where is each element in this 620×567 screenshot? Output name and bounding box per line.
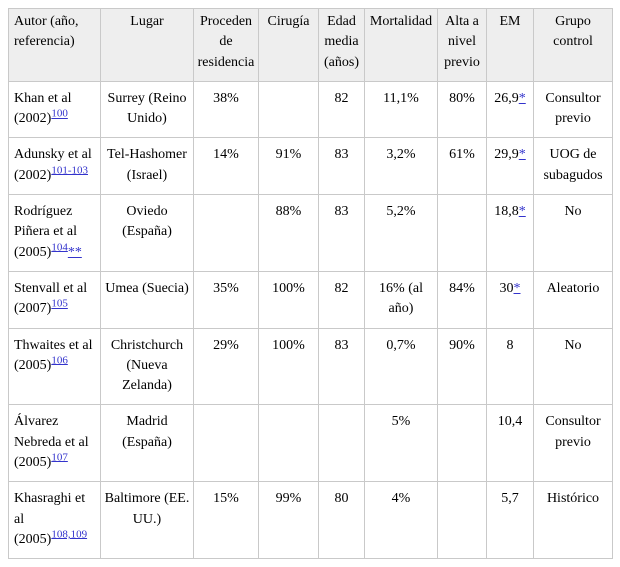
mortalidad-cell: 11,1%: [365, 81, 438, 138]
em-value: 26,9: [494, 90, 519, 106]
em-value: 29,9: [494, 147, 519, 163]
reference-link[interactable]: 106: [51, 354, 68, 367]
grupo-control-cell: UOG de subagudos: [534, 138, 613, 195]
grupo-control-cell: No: [534, 195, 613, 272]
reference-superscript: [51, 354, 68, 366]
table-body: [9, 81, 613, 558]
lugar-cell: Christchurch (Nueva Zelanda): [101, 328, 194, 405]
header-cirugia: Cirugía: [259, 9, 319, 82]
table-row: [9, 328, 613, 405]
reference-superscript: [51, 528, 87, 540]
lugar-cell: Baltimore (EE. UU.): [101, 482, 194, 559]
procedencia-cell: [194, 195, 259, 272]
alta-nivel-previo-cell: [438, 195, 487, 272]
mortalidad-cell: 4%: [365, 482, 438, 559]
procedencia-cell: 14%: [194, 138, 259, 195]
em-cell: [487, 195, 534, 272]
reference-link[interactable]: 104: [51, 241, 68, 254]
footnote-link[interactable]: **: [67, 244, 82, 260]
em-value: 30: [499, 280, 514, 296]
reference-superscript: [51, 298, 68, 310]
edad-media-cell: 83: [319, 138, 365, 195]
mortalidad-cell: 0,7%: [365, 328, 438, 405]
autor-text: Khasraghi et al (2005): [14, 491, 86, 547]
autor-text: Khan et al (2002): [14, 90, 72, 127]
table-row: [9, 271, 613, 328]
header-mortalidad: Mortalidad: [365, 9, 438, 82]
em-cell: [487, 328, 534, 405]
lugar-cell: Madrid (España): [101, 405, 194, 482]
cirugia-cell: 88%: [259, 195, 319, 272]
lugar-cell: Umea (Suecia): [101, 271, 194, 328]
alta-nivel-previo-cell: 61%: [438, 138, 487, 195]
edad-media-cell: 82: [319, 271, 365, 328]
em-cell: [487, 81, 534, 138]
grupo-control-cell: Consultor previo: [534, 405, 613, 482]
mortalidad-cell: 3,2%: [365, 138, 438, 195]
header-row: [9, 9, 613, 82]
autor-cell: [9, 138, 101, 195]
em-value: 10,4: [497, 414, 523, 430]
lugar-cell: Surrey (Reino Unido): [101, 81, 194, 138]
cirugia-cell: 91%: [259, 138, 319, 195]
edad-media-cell: 83: [319, 195, 365, 272]
autor-text: Adunsky et al (2002): [14, 147, 92, 183]
autor-text: Thwaites et al (2005): [14, 337, 93, 373]
reference-link[interactable]: 108,109: [51, 528, 88, 541]
reference-superscript: [51, 451, 68, 463]
grupo-control-cell: Histórico: [534, 482, 613, 559]
mortalidad-cell: 5%: [365, 405, 438, 482]
reference-superscript: [51, 164, 88, 176]
procedencia-cell: 15%: [194, 482, 259, 559]
em-cell: [487, 482, 534, 559]
mortalidad-cell: 5,2%: [365, 195, 438, 272]
autor-cell: [9, 195, 101, 272]
table-row: [9, 138, 613, 195]
edad-media-cell: [319, 405, 365, 482]
autor-cell: [9, 328, 101, 405]
header-alta-nivel-previo: Alta a nivel previo: [438, 9, 487, 82]
em-cell: [487, 138, 534, 195]
edad-media-cell: 80: [319, 482, 365, 559]
cirugia-cell: 99%: [259, 482, 319, 559]
study-table: [8, 8, 613, 559]
table-row: [9, 482, 613, 559]
cirugia-cell: 100%: [259, 271, 319, 328]
autor-cell: [9, 271, 101, 328]
reference-link[interactable]: 101-103: [51, 164, 88, 177]
procedencia-cell: 35%: [194, 271, 259, 328]
em-cell: [487, 405, 534, 482]
cirugia-cell: [259, 405, 319, 482]
reference-superscript: [51, 241, 68, 253]
footnote-link[interactable]: *: [518, 147, 526, 163]
edad-media-cell: 83: [319, 328, 365, 405]
table-row: [9, 195, 613, 272]
cirugia-cell: 100%: [259, 328, 319, 405]
header-lugar: Lugar: [101, 9, 194, 82]
em-value: 18,8: [494, 204, 519, 220]
grupo-control-cell: No: [534, 328, 613, 405]
table-header: [9, 9, 613, 82]
alta-nivel-previo-cell: [438, 405, 487, 482]
table-row: [9, 405, 613, 482]
table-row: [9, 81, 613, 138]
autor-text: Álvarez Nebreda et al (2005): [14, 414, 89, 471]
alta-nivel-previo-cell: 90%: [438, 328, 487, 405]
autor-cell: [9, 405, 101, 482]
em-cell: [487, 271, 534, 328]
autor-cell: [9, 81, 101, 138]
header-autor: Autor (año, referencia): [9, 9, 101, 82]
procedencia-cell: 29%: [194, 328, 259, 405]
footnote-link[interactable]: *: [513, 280, 521, 296]
footnote-link[interactable]: *: [518, 90, 526, 106]
footnote-link[interactable]: *: [518, 204, 526, 220]
alta-nivel-previo-cell: [438, 482, 487, 559]
header-procedencia: Proceden de residencia: [194, 9, 259, 82]
grupo-control-cell: Aleatorio: [534, 271, 613, 328]
mortalidad-cell: 16% (al año): [365, 271, 438, 328]
header-grupo-control: Grupo control: [534, 9, 613, 82]
alta-nivel-previo-cell: 84%: [438, 271, 487, 328]
cirugia-cell: [259, 81, 319, 138]
em-value: 8: [506, 337, 514, 353]
edad-media-cell: 82: [319, 81, 365, 138]
header-edad-media: Edad media (años): [319, 9, 365, 82]
reference-superscript: [51, 108, 68, 120]
lugar-cell: Oviedo (España): [101, 195, 194, 272]
reference-link[interactable]: 100: [51, 107, 68, 120]
em-value: 5,7: [501, 491, 519, 507]
autor-text: Rodríguez Piñera et al (2005): [14, 204, 77, 260]
autor-cell: [9, 482, 101, 559]
alta-nivel-previo-cell: 80%: [438, 81, 487, 138]
lugar-cell: Tel-Hashomer (Israel): [101, 138, 194, 195]
autor-text: Stenvall et al (2007): [14, 280, 88, 317]
procedencia-cell: 38%: [194, 81, 259, 138]
reference-link[interactable]: 107: [51, 451, 68, 464]
procedencia-cell: [194, 405, 259, 482]
grupo-control-cell: Consultor previo: [534, 81, 613, 138]
reference-link[interactable]: 105: [51, 297, 68, 310]
header-em: EM: [487, 9, 534, 82]
